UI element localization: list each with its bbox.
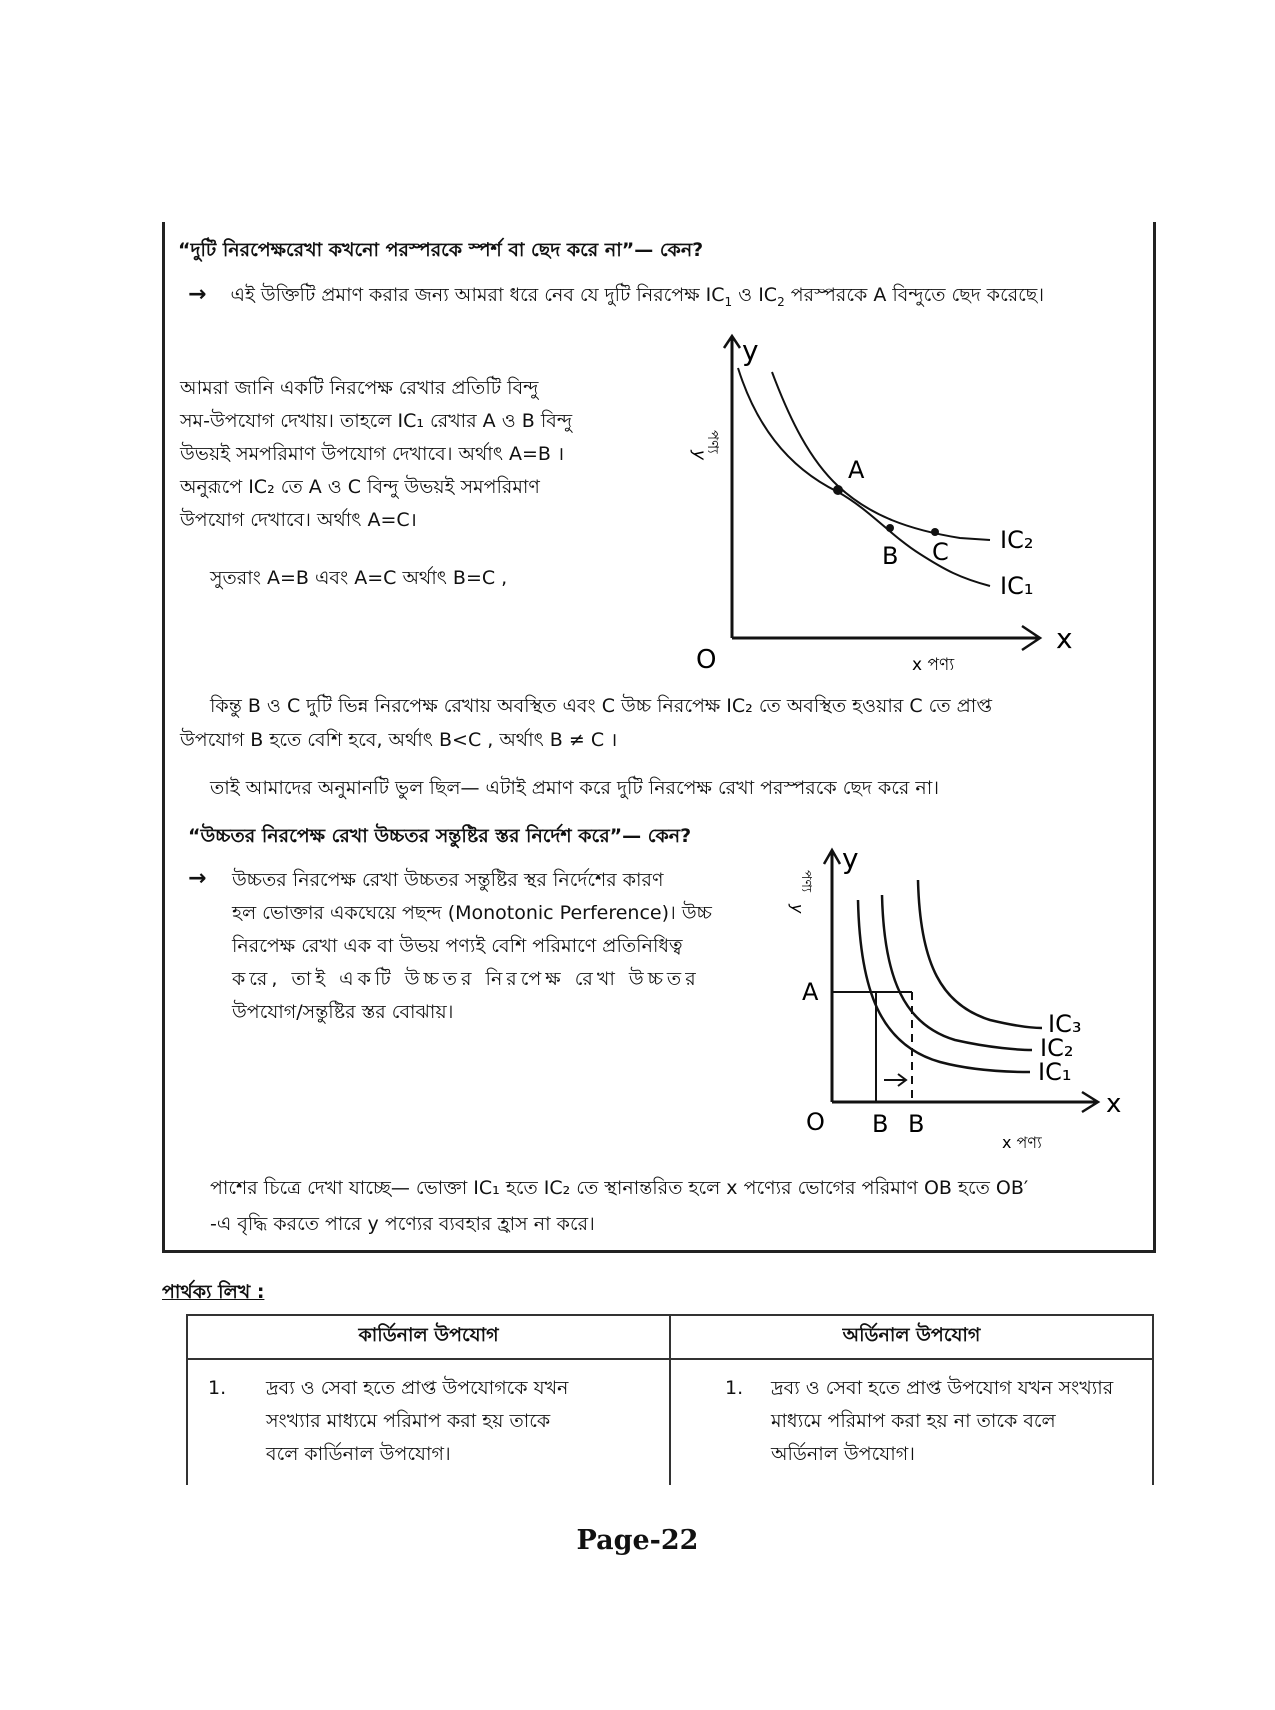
conclusion-line: তাই আমাদের অনুমানটি ভুল ছিল— এটাই প্রমাণ করে দুটি নিরপেক্ষ রেখা পরস্পরকে ছেদ করে না। xyxy=(210,777,940,799)
ic1-subscript: 1 xyxy=(724,294,733,309)
cell-line: অর্ডিনাল উপযোগ। xyxy=(771,1443,915,1465)
cell-line: বলে কার্ডিনাল উপযোগ। xyxy=(266,1443,451,1465)
cell-line: সংখ্যার মাধ্যমে পরিমাপ করা হয় তাকে xyxy=(266,1410,551,1432)
ic3-curve xyxy=(918,880,1042,1028)
paragraph-line: উভয়ই সমপরিমাণ উপযোগ দেখাবে। অর্থাৎ A=B । xyxy=(180,443,565,465)
y-good-label xyxy=(798,870,814,893)
origin-label: O xyxy=(696,645,717,675)
ic2-subscript: 2 xyxy=(777,294,785,309)
difference-title: পার্থক্য লিখ : xyxy=(162,1281,265,1303)
point-a-label: A xyxy=(802,978,819,1006)
caption-line-2: -এ বৃদ্ধি করতে পারে y পণ্যের ব্যবহার হ্রাস না করে। xyxy=(210,1213,595,1235)
question-1-heading: “দুটি নিরপেক্ষরেখা কখনো পরস্পরকে স্পর্শ বা ছেদ করে না”— কেন? xyxy=(178,239,704,261)
table-row xyxy=(187,1359,1153,1485)
origin-label: O xyxy=(806,1108,825,1136)
ic1-label: IC₁ xyxy=(1038,1058,1072,1086)
header-ordinal: অর্ডিনাল উপযোগ xyxy=(670,1315,1153,1359)
cell-line: দ্রব্য ও সেবা হতে প্রাপ্ত উপযোগ যখন সংখ্যার xyxy=(771,1377,1114,1399)
x-axis-label: x xyxy=(1056,622,1073,655)
y-axis-label: y xyxy=(742,334,759,367)
comparison-table xyxy=(186,1314,1154,1485)
y-var-label: y xyxy=(689,450,709,461)
ic2-label: IC₂ xyxy=(1040,1034,1074,1062)
therefore-line: সুতরাং A=B এবং A=C অর্থাৎ B=C , xyxy=(210,567,508,589)
page-number: Page-22 xyxy=(576,1525,699,1556)
paragraph-line: হল ভোক্তার একঘেয়ে পছন্দ (Monotonic Perference)। উচ্চ xyxy=(232,902,712,924)
arrow-icon: → xyxy=(188,282,207,307)
x-good-caption: x পণ্য xyxy=(1002,1133,1042,1152)
cell-line: দ্রব্য ও সেবা হতে প্রাপ্ত উপযোগকে যখন xyxy=(266,1377,569,1399)
paragraph-line: আমরা জানি একটি নিরপেক্ষ রেখার প্রতিটি বিন্দু xyxy=(180,377,539,399)
point-c-label: C xyxy=(932,538,949,566)
indifference-curve-graph-2 xyxy=(780,840,1140,1160)
arrow-icon: → xyxy=(188,866,207,891)
but-line-1: কিন্তু B ও C দুটি ভিন্ন নিরপেক্ষ রেখায় অবস্থিত এবং C উচ্চ নিরপেক্ষ IC₂ তে অবস্থিত হওয়ার C তে প্রাপ্ত xyxy=(210,695,992,717)
point-b-dot xyxy=(886,524,894,532)
paragraph-line: সম-উপযোগ দেখায়। তাহলে IC₁ রেখার A ও B বিন্দু xyxy=(180,410,573,432)
paragraph-line: উপযোগ দেখাবে। অর্থাৎ A=C। xyxy=(180,509,417,531)
ic1-label: IC₁ xyxy=(1000,572,1034,600)
y-axis-label: y xyxy=(842,842,859,875)
answer-1-text-b: ও IC xyxy=(732,284,778,306)
point-b-label: B xyxy=(872,1110,889,1138)
paragraph-line: নিরপেক্ষ রেখা এক বা উভয় পণ্যই বেশি পরিমাণে প্রতিনিধিত্ব xyxy=(232,935,683,957)
cardinal-cell xyxy=(187,1359,670,1485)
ic2-curve xyxy=(882,895,1032,1050)
ic3-label: IC₃ xyxy=(1048,1010,1082,1038)
point-a-dot xyxy=(833,485,843,495)
question-2-heading: “উচ্চতর নিরপেক্ষ রেখা উচ্চতর সন্তুষ্টির স্তর নির্দেশ করে”— কেন? xyxy=(188,825,692,847)
x-axis-label: x xyxy=(1106,1089,1122,1119)
y-var-label: y xyxy=(788,904,807,914)
answer-1-paragraph xyxy=(180,372,630,537)
point-b-prime-label: B xyxy=(908,1110,925,1138)
ordinal-cell xyxy=(670,1359,1153,1485)
paragraph-line: অনুরূপে IC₂ তে A ও C বিন্দু উভয়ই সমপরিমাণ xyxy=(180,476,540,498)
answer-1-text-c: পরস্পরকে A বিন্দুতে ছেদ করেছে। xyxy=(784,284,1045,306)
svg-text:পণ্য: পণ্য xyxy=(704,430,722,454)
svg-text:পণ্য: পণ্য xyxy=(798,870,814,893)
paragraph-line: করে, তাই একটি উচ্চতর নিরপেক্ষ রেখা উচ্চতর xyxy=(232,968,700,990)
header-cardinal: কার্ডিনাল উপযোগ xyxy=(187,1315,670,1359)
answer-2-paragraph xyxy=(232,864,752,1029)
paragraph-line: উপযোগ/সন্তুষ্টির স্তর বোঝায়। xyxy=(232,1001,454,1023)
but-line-2: উপযোগ B হতে বেশি হবে, অর্থাৎ B<C , অর্থাৎ B ≠ C । xyxy=(180,729,618,751)
x-good-caption: x পণ্য xyxy=(912,655,955,675)
table-header-row xyxy=(187,1315,1153,1359)
point-b-label: B xyxy=(882,542,899,570)
indifference-curve-graph-1 xyxy=(660,330,1080,680)
paragraph-line: উচ্চতর নিরপেক্ষ রেখা উচ্চতর সন্তুষ্টির স্থর নির্দেশের কারণ xyxy=(232,869,664,891)
answer-1-intro xyxy=(188,278,1044,319)
cell-line: মাধ্যমে পরিমাপ করা হয় না তাকে বলে xyxy=(771,1410,1056,1432)
point-c-dot xyxy=(931,528,939,536)
row-number: 1. xyxy=(208,1377,227,1399)
point-a-label: A xyxy=(848,456,865,484)
ic2-label: IC₂ xyxy=(1000,526,1034,554)
ic2-curve xyxy=(772,372,990,540)
caption-line-1: পাশের চিত্রে দেখা যাচ্ছে— ভোক্তা IC₁ হতে IC₂ তে স্থানান্তরিত হলে x পণ্যের ভোগের পরিমাণ OB হতে OB′ xyxy=(210,1177,1029,1199)
answer-1-text-a: এই উক্তিটি প্রমাণ করার জন্য আমরা ধরে নেব যে দুটি নিরপেক্ষ IC xyxy=(230,284,725,306)
row-number: 1. xyxy=(725,1377,744,1399)
